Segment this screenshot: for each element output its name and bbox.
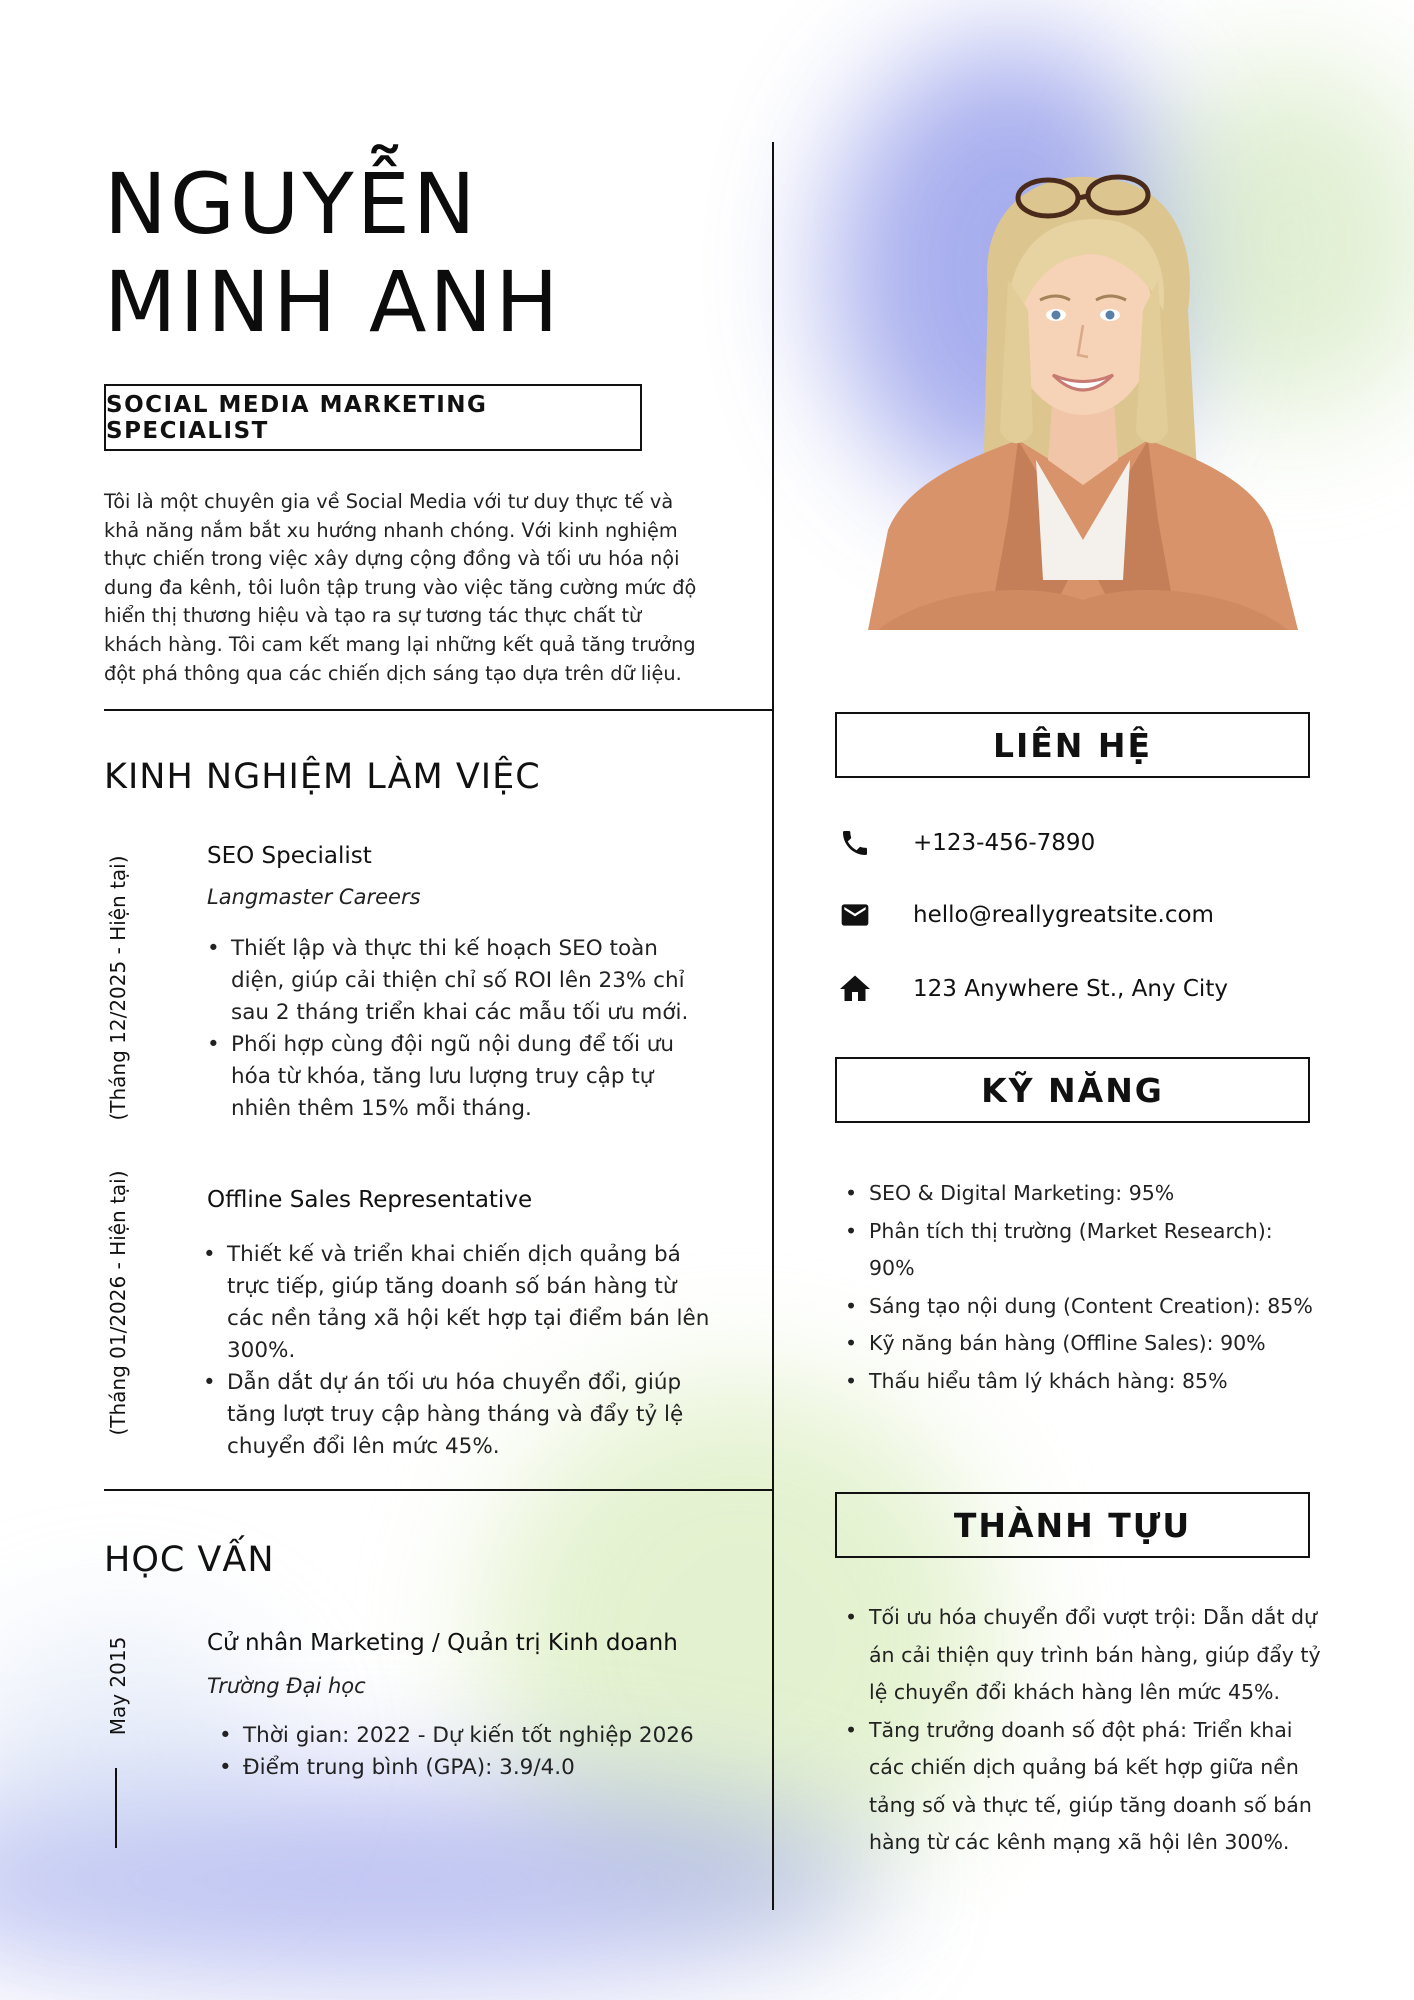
street-address: 123 Anywhere St., Any City [913, 976, 1228, 1002]
job-title: Offline Sales Representative [207, 1187, 533, 1213]
home-icon [835, 969, 875, 1009]
list-item: • Điểm trung bình (GPA): 3.9/4.0 [217, 1752, 717, 1784]
timeline-line [115, 1768, 117, 1848]
name-line-1: NGUYỄN [104, 155, 479, 253]
list-item: • Thời gian: 2022 - Dự kiến tốt nghiệp 2026 [217, 1720, 717, 1752]
profile-summary: Tôi là một chuyên gia về Social Media với tư duy thực tế và khả năng nắm bắt xu hướng nhanh chóng. Với kinh nghiệm thực chiến trong việc xây dựng cộng đồng và tối ưu hóa nội dung đa kênh, tôi luôn tập trung vào việc tăng cường mức độ hiển thị thương hiệu và tạo ra sự tương tác thực chất từ khách hàng. Tôi cam kết mang lại những kết quả tăng trưởng đột phá thông qua các chiến dịch sáng tạo dựa trên dữ liệu. [104, 490, 697, 685]
list-item: • Phân tích thị trường (Market Research): 90% [843, 1213, 1313, 1288]
experience-heading: KINH NGHIỆM LÀM VIỆC [104, 757, 541, 797]
profile-photo [868, 160, 1298, 630]
contact-address-row [835, 969, 1228, 1009]
name-line-2: MINH ANH [104, 253, 562, 351]
skills-list [843, 1175, 1313, 1400]
list-item: • SEO & Digital Marketing: 95% [843, 1175, 1313, 1213]
contact-phone-row [835, 823, 1096, 863]
phone-number[interactable]: +123-456-7890 [913, 830, 1096, 856]
list-item: • Tăng trưởng doanh số đột phá: Triển khai các chiến dịch quảng bá kết hợp giữa nền tảng số và thực tế, giúp tăng doanh số bán hàng từ các kênh mạng xã hội lên 300%. [843, 1712, 1321, 1862]
job-bullets [201, 1239, 713, 1463]
education-period: May 2015 [106, 1636, 130, 1736]
job-title-box [104, 384, 642, 451]
education-heading: HỌC VẤN [104, 1540, 275, 1580]
list-item: • Kỹ năng bán hàng (Offline Sales): 90% [843, 1325, 1313, 1363]
column-divider [772, 142, 774, 1910]
list-item: • Sáng tạo nội dung (Content Creation): 85% [843, 1288, 1313, 1326]
education-bullets [217, 1720, 717, 1784]
company-name: Langmaster Careers [207, 885, 421, 909]
section-divider [104, 1489, 773, 1491]
job-title: SOCIAL MEDIA MARKETING SPECIALIST [106, 391, 488, 444]
achievements-heading-box [835, 1492, 1310, 1558]
job-title: SEO Specialist [207, 843, 372, 869]
section-divider [104, 709, 773, 711]
phone-icon [835, 823, 875, 863]
skills-heading: KỸ NĂNG [981, 1070, 1164, 1110]
job-period: (Tháng 12/2025 - Hiện tại) [106, 855, 130, 1121]
achievements-heading: THÀNH TỰU [953, 1505, 1192, 1545]
contact-heading: LIÊN HỆ [992, 725, 1153, 765]
candidate-name [104, 155, 754, 351]
degree-title: Cử nhân Marketing / Quản trị Kinh doanh [207, 1630, 678, 1656]
job-period: (Tháng 01/2026 - Hiện tại) [106, 1170, 130, 1436]
list-item: • Phối hợp cùng đội ngũ nội dung để tối ưu hóa từ khóa, tăng lưu lượng truy cập tự nhiên thêm 15% mỗi tháng. [205, 1029, 705, 1125]
school-name: Trường Đại học [207, 1674, 366, 1698]
list-item: • Tối ưu hóa chuyển đổi vượt trội: Dẫn dắt dự án cải thiện quy trình bán hàng, giúp đẩy tỷ lệ chuyển đổi khách hàng lên mức 45%. [843, 1599, 1321, 1712]
mail-icon [835, 895, 875, 935]
list-item: • Thấu hiểu tâm lý khách hàng: 85% [843, 1363, 1313, 1401]
email-address[interactable]: hello@reallygreatsite.com [913, 902, 1214, 928]
list-item: • Dẫn dắt dự án tối ưu hóa chuyển đổi, giúp tăng lượt truy cập hàng tháng và đẩy tỷ lệ chuyển đổi lên mức 45%. [201, 1367, 713, 1463]
contact-heading-box [835, 712, 1310, 778]
list-item: • Thiết lập và thực thi kế hoạch SEO toàn diện, giúp cải thiện chỉ số ROI lên 23% chỉ sau 2 tháng triển khai các mẫu tối ưu mới. [205, 933, 705, 1029]
list-item: • Thiết kế và triển khai chiến dịch quảng bá trực tiếp, giúp tăng doanh số bán hàng từ các nền tảng xã hội kết hợp tại điểm bán lên 300%. [201, 1239, 713, 1367]
skills-heading-box [835, 1057, 1310, 1123]
contact-email-row [835, 895, 1214, 935]
achievements-list [843, 1599, 1321, 1862]
job-bullets [205, 933, 705, 1125]
